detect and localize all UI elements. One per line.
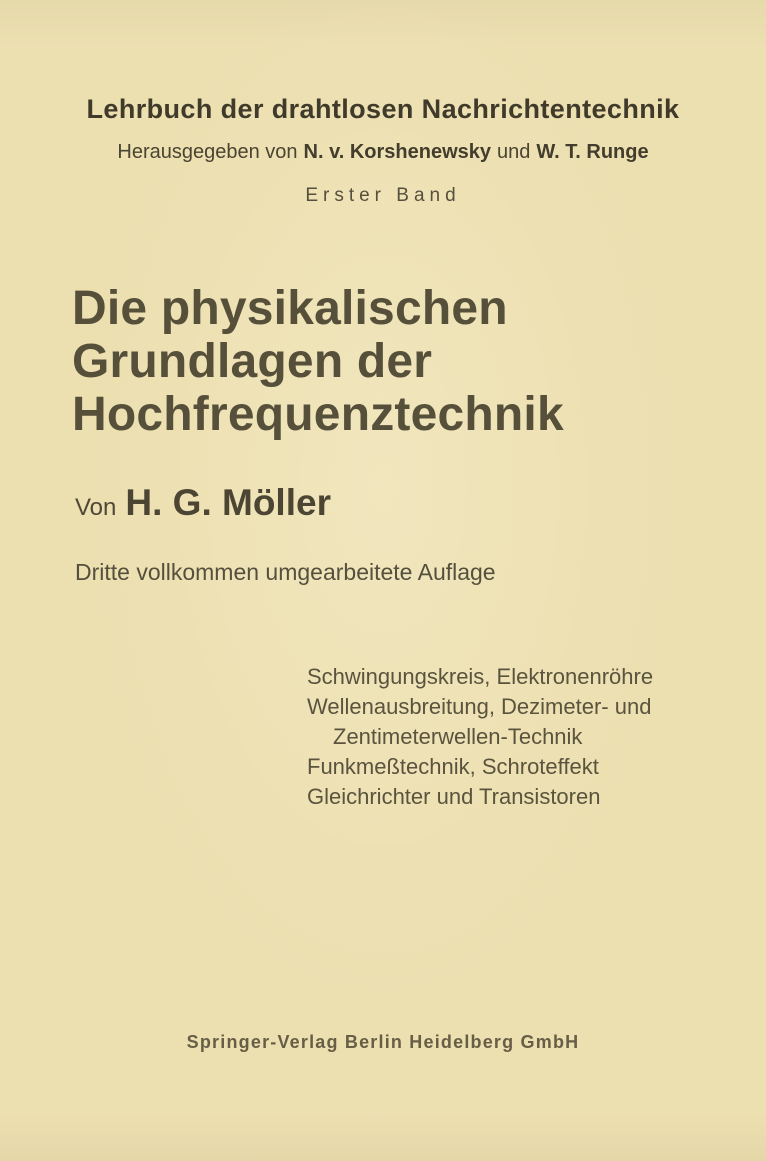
editor-name-runge: W. T. Runge — [536, 141, 649, 163]
topics-list — [307, 662, 653, 812]
series-title: Lehrbuch der drahtlosen Nachrichtentechnik — [86, 94, 680, 124]
topic-line: Gleichrichter und Transistoren — [307, 784, 601, 809]
edition-note: Dritte vollkommen umgearbeitete Auflage — [75, 559, 496, 585]
editor-name-korshenewsky: N. v. Korshenewsky — [303, 141, 492, 163]
series-header — [0, 94, 766, 207]
author-name: H. G. Möller — [125, 482, 331, 523]
book-title — [72, 282, 564, 441]
publisher-imprint: Springer-Verlag Berlin Heidelberg GmbH — [186, 1032, 580, 1052]
book-title-line-3: Hochfrequenztechnik — [72, 388, 564, 441]
editors-prefix: Herausgegeben von — [117, 141, 298, 163]
topic-line: Schwingungskreis, Elektronenröhre — [307, 664, 654, 689]
editors-conjunction: und — [497, 141, 531, 163]
topic-line: Wellenausbreitung, Dezimeter- und — [307, 694, 652, 719]
editors-line — [0, 141, 766, 164]
topic-line: Funkmeßtechnik, Schroteffekt — [307, 754, 599, 779]
volume-label: Erster Band — [305, 185, 461, 206]
topic-line: Zentimeterwellen-Technik — [333, 724, 583, 749]
book-title-line-1: Die physikalischen — [72, 282, 508, 335]
author-line — [75, 482, 331, 524]
book-title-line-2: Grundlagen der — [72, 335, 433, 388]
author-prefix: Von — [75, 494, 117, 521]
